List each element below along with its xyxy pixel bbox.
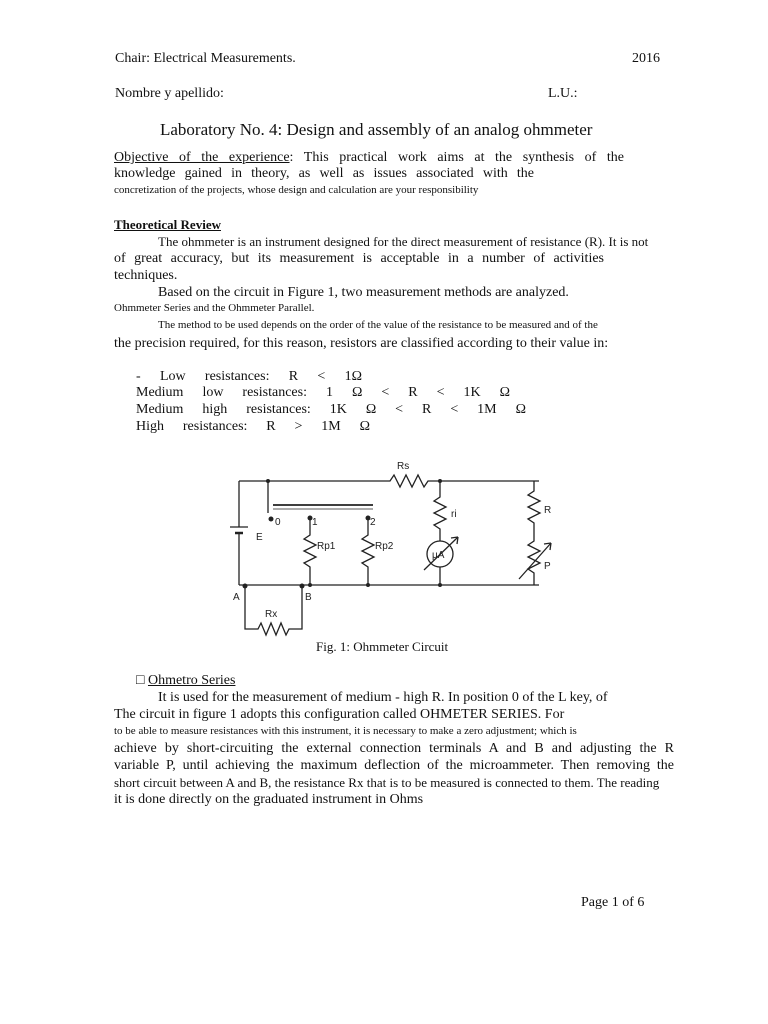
label-pos-0: 0 xyxy=(275,517,281,528)
theory-p3-line-2: the precision required, for this reason, resistors are classified according to their value in: xyxy=(114,336,609,351)
ohmmeter-circuit-diagram xyxy=(225,455,565,640)
year-label: 2016 xyxy=(632,51,660,66)
theory-p2-line-2: Ohmmeter Series and the Ohmmeter Parallel. xyxy=(114,302,315,314)
chair-label: Chair: Electrical Measurements. xyxy=(115,51,296,66)
label-pos-2: 2 xyxy=(370,517,376,528)
series-heading-row xyxy=(136,673,235,689)
theory-heading: Theoretical Review xyxy=(114,217,221,232)
label-p: P xyxy=(544,561,551,572)
label-e: E xyxy=(256,532,263,543)
name-field-label: Nombre y apellido: xyxy=(115,86,224,101)
objective-line-3: concretization of the projects, whose design and calculation are your responsibility xyxy=(114,184,479,196)
figure-caption: Fig. 1: Ohmmeter Circuit xyxy=(316,639,449,654)
checkbox-icon: □ xyxy=(136,673,148,688)
objective-line-1 xyxy=(114,150,624,166)
series-line-1: It is used for the measurement of medium - high R. In position 0 of the L key, of xyxy=(158,690,608,705)
theory-p1-line-1: The ohmmeter is an instrument designed for the direct measurement of resistance (R). It is not xyxy=(158,234,649,249)
class-medium-low: Medium low resistances: 1 Ω < R < 1K Ω xyxy=(136,385,510,400)
label-microammeter: μA xyxy=(432,550,445,561)
objective-text-1: : This practical work aims at the synthesis of the xyxy=(289,150,624,165)
label-rx: Rx xyxy=(265,609,278,620)
label-a: A xyxy=(233,592,240,603)
series-line-4: achieve by short-circuiting the external connection terminals A and B and adjusting the R xyxy=(114,741,674,756)
theory-p1-line-3: techniques. xyxy=(114,268,178,283)
page-title: Laboratory No. 4: Design and assembly of an analog ohmmeter xyxy=(160,120,593,139)
series-line-6: short circuit between A and B, the resistance Rx that is to be measured is connected to them. The reading xyxy=(114,775,660,790)
label-ri: ri xyxy=(451,509,457,520)
series-line-7: it is done directly on the graduated instrument in Ohms xyxy=(114,792,424,807)
label-rp1: Rp1 xyxy=(317,541,336,552)
series-heading: Ohmetro Series xyxy=(147,673,236,688)
class-medium-high: Medium high resistances: 1K Ω < R < 1M Ω xyxy=(136,402,526,417)
class-high: High resistances: R > 1M Ω xyxy=(136,419,370,434)
theory-p2-line-1: Based on the circuit in Figure 1, two measurement methods are analyzed. xyxy=(158,285,569,300)
objective-line-2: knowledge gained in theory, as well as issues associated with the xyxy=(114,166,534,181)
label-r: R xyxy=(544,505,552,516)
label-rs: Rs xyxy=(397,461,410,472)
class-low: - Low resistances: R < 1Ω xyxy=(136,369,362,384)
series-line-5: variable P, until achieving the maximum deflection of the microammeter. Then removing the xyxy=(114,758,674,773)
lu-field-label: L.U.: xyxy=(548,86,578,101)
label-b: B xyxy=(305,592,312,603)
label-pos-1: 1 xyxy=(312,517,318,528)
series-line-2: The circuit in figure 1 adopts this configuration called OHMETER SERIES. For xyxy=(114,707,565,722)
label-rp2: Rp2 xyxy=(375,541,394,552)
theory-p1-line-2: of great accuracy, but its measurement is acceptable in a number of activities xyxy=(114,251,604,266)
objective-label: Objective of the experience xyxy=(114,150,290,165)
page-number: Page 1 of 6 xyxy=(581,895,645,910)
series-line-3: to be able to measure resistances with this instrument, it is necessary to make a zero adjustment; which is xyxy=(114,725,577,737)
theory-p3-line-1: The method to be used depends on the order of the value of the resistance to be measured and of the xyxy=(158,319,598,331)
